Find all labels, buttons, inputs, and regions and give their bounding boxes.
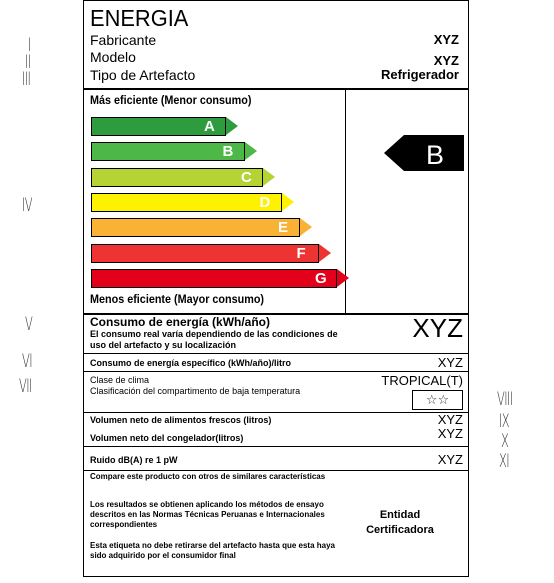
climate-class-label: Clase de clima — [90, 375, 150, 385]
efficiency-bar-e — [91, 218, 312, 237]
efficiency-bar-c — [91, 168, 275, 187]
keep-label-text: Esta etiqueta no debe retirarse del artefacto hasta que esta haya sido adquirido por el consumidor final — [90, 541, 335, 560]
certifying-entity: Entidad Certificadora — [366, 509, 434, 536]
efficiency-letter: E — [278, 219, 289, 237]
efficiency-letter: A — [204, 118, 215, 135]
freezer-class-label: Clasificación del compartimento de baja temperatura — [90, 386, 301, 396]
efficiency-letter: F — [296, 244, 306, 262]
specific-consumption-value: XYZ — [437, 355, 463, 370]
consumption-value: XYZ — [412, 313, 463, 343]
roman-numeral-9: IX — [499, 410, 509, 432]
manufacturer-label: Fabricante — [90, 32, 157, 48]
efficiency-bar-a — [91, 117, 238, 136]
roman-numeral-7: VII — [19, 375, 32, 397]
roman-numeral-10: X — [501, 430, 509, 452]
results-text: Los resultados se obtienen aplicando los métodos de ensayo descritos en las Normas Técnicas Peruanas e Internacionales correspondientes — [90, 500, 325, 529]
climate-class-value: TROPICAL(T) — [381, 373, 463, 388]
consumption-title: Consumo de energía (kWh/año) — [90, 315, 271, 329]
model-label: Modelo — [90, 49, 136, 65]
roman-numeral-3: III — [22, 68, 31, 90]
noise-label: Ruido dB(A) re 1 pW — [90, 455, 178, 465]
noise-value: XYZ — [437, 452, 463, 467]
roman-numeral-6: VI — [22, 350, 32, 372]
appliance-type-label: Tipo de Artefacto — [90, 67, 196, 83]
freezer-stars-box — [412, 390, 463, 410]
divider-climate — [84, 412, 468, 413]
snowflake-icon: ☆☆ — [425, 392, 450, 407]
roman-numeral-8: VIII — [497, 388, 513, 410]
divider-specific — [84, 371, 468, 372]
rating-letter: B — [426, 140, 445, 170]
roman-numeral-11: XI — [499, 450, 509, 472]
efficiency-letter: C — [241, 168, 252, 186]
efficiency-bar-f — [91, 244, 331, 263]
appliance-type-value: Refrigerador — [380, 67, 459, 82]
fresh-volume-label: Volumen neto de alimentos frescos (litros) — [90, 415, 272, 425]
label-title: ENERGIA — [90, 5, 189, 31]
specific-consumption-label: Consumo de energía específico (kWh/año)/litro — [90, 358, 292, 368]
efficiency-bar-d — [91, 193, 294, 212]
less-efficient-label: Menos eficiente (Mayor consumo) — [90, 292, 265, 306]
freezer-volume-label: Volumen neto del congelador(litros) — [90, 433, 244, 443]
efficiency-letter: B — [222, 143, 234, 161]
roman-numeral-2: II — [25, 51, 31, 73]
efficiency-bar-g — [91, 269, 349, 288]
energy-label — [83, 0, 469, 577]
header-divider — [84, 88, 468, 90]
efficiency-letter: D — [259, 193, 271, 211]
model-value: XYZ — [433, 53, 459, 68]
efficiency-letter: G — [315, 269, 327, 287]
compare-text: Compare este producto con otros de similares características — [90, 472, 326, 481]
fresh-volume-value: XYZ — [437, 412, 463, 427]
freezer-volume-value: XYZ — [437, 426, 463, 441]
roman-numeral-5: V — [25, 313, 33, 335]
divider-noise — [84, 470, 468, 471]
divider-volumes — [84, 446, 468, 447]
consumption-note: El consumo real varía dependiendo de las condiciones de uso del artefacto y su localización — [90, 329, 338, 350]
more-efficient-label: Más eficiente (Menor consumo) — [90, 93, 252, 107]
roman-numeral-1: I — [28, 34, 31, 56]
divider-consumption — [84, 353, 468, 354]
manufacturer-value: XYZ — [433, 32, 459, 47]
roman-numeral-4: IV — [22, 194, 32, 216]
rating-arrow — [384, 135, 464, 171]
efficiency-bar-b — [91, 142, 257, 161]
